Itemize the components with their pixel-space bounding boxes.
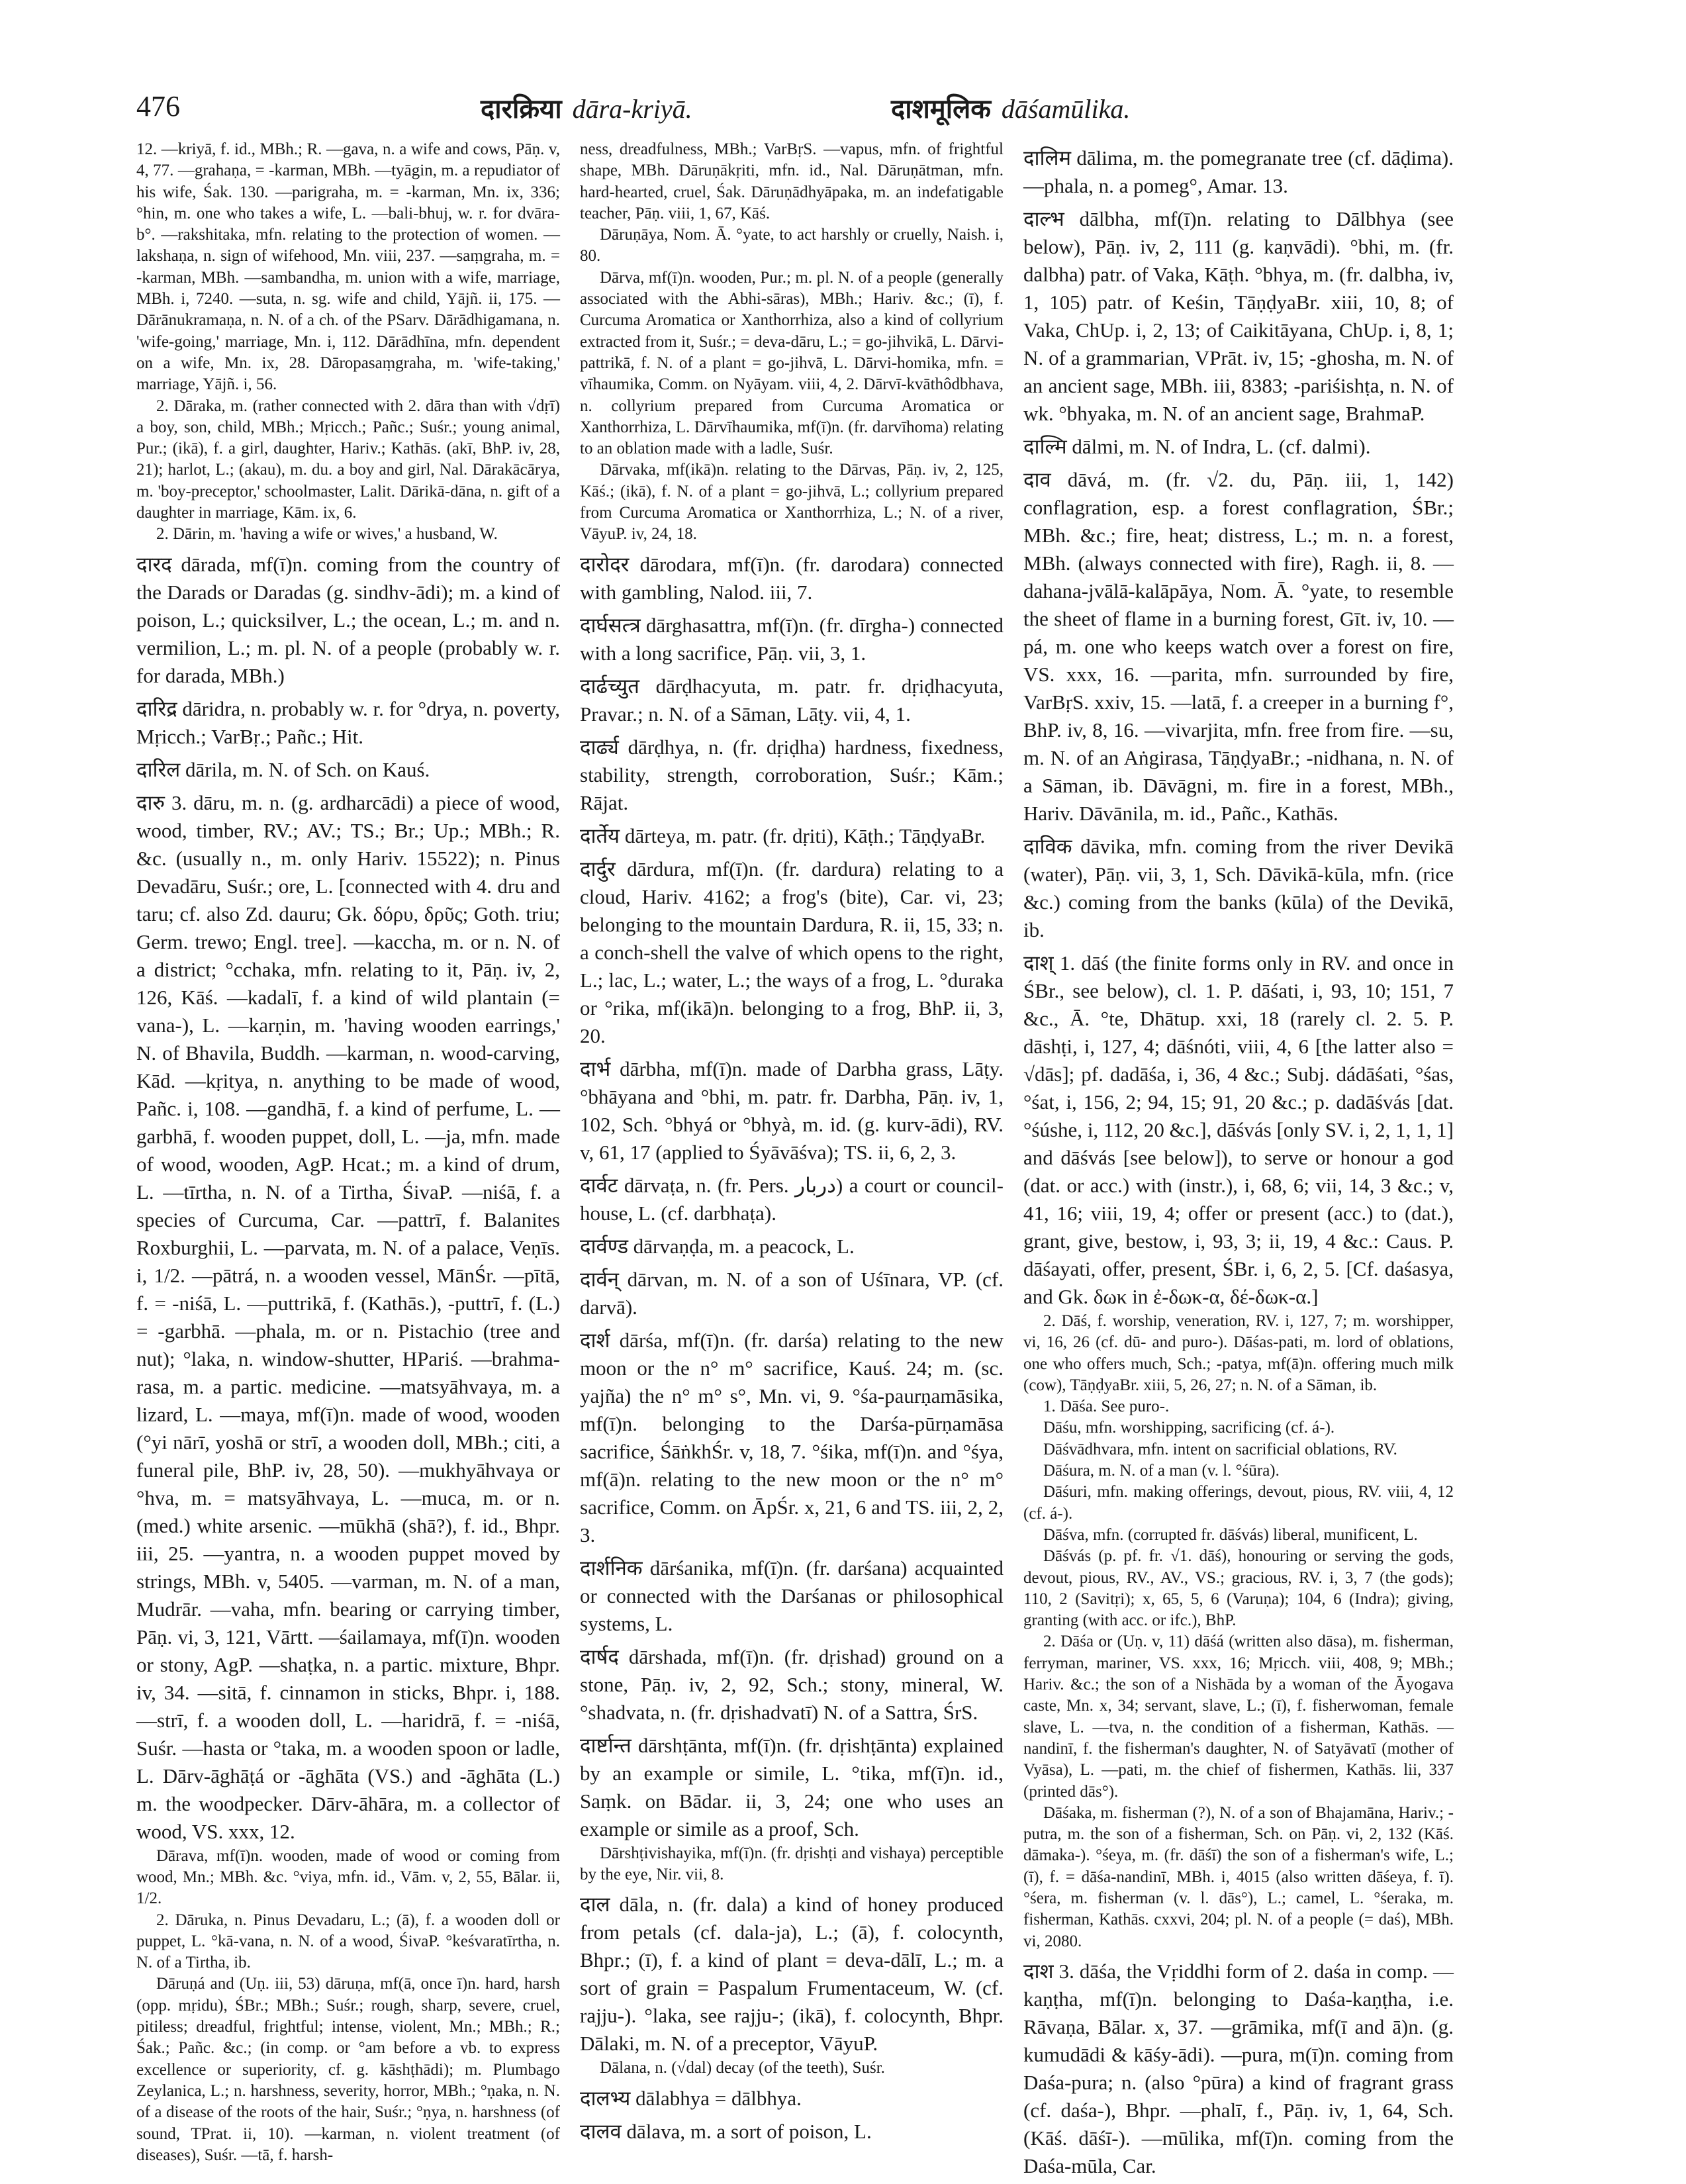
entry-darvan: दार्वन् dārvan, m. N. of a son of Uśīnara, VP. (cf. darvā).	[580, 1267, 1004, 1319]
entry-dalbha: दाल्भ dālbha, mf(ī)n. relating to Dālbhya (see below), Pāṇ. iv, 2, 111 (g. kaṇvādi). °bhi, m. (fr. dalbha) patr. of Vaka, Kāṭh. °bhya, m. (fr. dalbha, iv, 1, 105) patr. of Keśin, TāṇḍyaBr. xiii, 10, 8; of Vaka, ChUp. i, 2, 13; of Caikitāyana, ChUp. i, 8, 1; N. of a grammarian, VPrāt. iv, 15; -ghosha, m. N. of an ancient sage, MBh. iii, 8383; -pariśishṭa, n. N. of wk. °bhyaka, m. N. of an ancient sage, BrahmaP.	[1023, 207, 1454, 425]
entry-daruna: Dāruṇá and (Uṇ. iii, 53) dāruṇa, mf(ā, once ī)n. hard, harsh (opp. mṛidu), ŚBr.; MBh.; Suśr.; rough, sharp, severe, cruel, pitiless; dreadful, frightful; intense, violent, Mn.; MBh.; R.; Śak.; Pañc. &c.; (in comp. or °am before a vb. to express excellence or superiority, cf. g. kāshṭhādi); m. Plumbago Zeylanica, L.; n. harshness, severity, horror, MBh.; °ṇaka, n. N. of a disease of the roots of the hair, Suśr.; °ṇya, n. harshness (of sound, TPrat. ii, 10). —karman, n. violent treatment (of diseases), Suśr. —tā, f. harsh-	[136, 1975, 560, 2164]
right-headword-translit: dāśamūlika.	[1001, 94, 1131, 124]
entry-dava: दाव dāvá, m. (fr. √2. du, Pāṇ. iii, 1, 142) conflagration, esp. a forest conflagration, ŚBr.; MBh. &c.; fire, heat; distress, L.; m. n. a forest, MBh. (always connected with fire), Ragh. ii, 8. —dahana-jvālā-kalāpāya, Nom. Ā. °yate, to resemble the sheet of flame in a burning forest, Gīt. iv, 10. —pá, m. one who keeps watch over a forest on fire, VS. xxx, 16. —parita, mfn. surrounded by fire, VarBṛS. xxiv, 15. —latā, f. a creeper in a burning f°, BhP. iv, 8, 16. —vivarjita, mfn. free from fire. —su, m. N. of an Aṅgirasa, TāṇḍyaBr.; -nidhana, n. N. of a Sāman, ib. Dāvāgni, m. fire in a forest, MBh., Hariv. Dāvānila, m. id., Pañc., Kathās.	[1023, 468, 1454, 825]
entry-dalava: दालव dālava, m. a sort of poison, L.	[580, 2119, 872, 2143]
entry-dala: दाल dāla, n. (fr. dala) a kind of honey produced from petals (cf. dala-ja), L.; (ā), f. colocynth, Bhpr.; (ī), f. a kind of plant = deva-dālī, L.; m. a sort of grain = Paspalum Frumentaceum, W. (cf. rajju-). °laka, see rajju-; (ikā), f. colocynth, Bhpr. Dālaki, m. N. of a preceptor, VāyuP.	[580, 1893, 1004, 2056]
entry-darvata: दार्वट dārvaṭa, n. (fr. Pers. دربار) a court or council-house, L. (cf. darbhaṭa).	[580, 1173, 1004, 1225]
entry-darava: Dārava, mf(ī)n. wooden, made of wood or coming from wood, Mn.; MBh. &c. °viya, mfn. id., Vām. v, 2, 55, Bālar. ii, 1/2.	[136, 1846, 560, 1908]
entry-darsanika: दार्शनिक dārśanika, mf(ī)n. (fr. darśana) acquainted or connected with the Darśanas or philosophical systems, L.	[580, 1556, 1004, 1635]
entry-dasura: Dāśura, m. N. of a man (v. l. °śūra).	[1043, 1462, 1280, 1480]
entry-daruna-continued: ness, dreadfulness, MBh.; VarBṛS. —vapus, mfn. of frightful shape, MBh. Dāruṇākṛiti, mfn. id., Nal. Dāruṇātman, mfn. hard-hearted, cruel, Śak. Dāruṇādhyāpaka, m. an indefatigable teacher, Pāṇ. viii, 1, 67, Kāś.	[580, 140, 1004, 222]
entry-darsa: दार्श dārśa, mf(ī)n. (fr. darśa) relating to the new moon or the n° m° sacrifice, Kauś. 24; m. (sc. yajña) the n° m° s°, Mn. vi, 9. °śa-paurṇamāsika, mf(ī)n. belonging to the Darśa-pūrṇamāsa sacrifice, ŚāṅkhŚr. v, 18, 7. °śika, mf(ī)n. and °śya, mf(ā)n. relating to the new moon or the n° m° sacrifice, Comm. on ĀpŚr. x, 21, 6 and TS. iii, 2, 2, 3.	[580, 1328, 1004, 1546]
right-running-headword	[891, 89, 1130, 126]
column-2	[580, 139, 1004, 2146]
entry-dasvas: Dāśvás (p. pf. fr. √1. dāś), honouring or serving the gods, devout, pious, RV., AV., VS.; gracious, RV. i, 3, 7 (the gods); 110, 2 (Savitṛi); x, 65, 5, 6 (Varuṇa); 104, 6 (Indra); giving, granting (with acc. or ifc.), BhP.	[1023, 1547, 1454, 1630]
left-headword-devanagari: दारक्रिया	[481, 94, 562, 124]
entry-dasu: Dāśu, mfn. worshipping, sacrificing (cf. á-).	[1043, 1419, 1335, 1437]
entry-dasa-1: 1. Dāśa. See puro-.	[1043, 1398, 1170, 1416]
entry-daridra: दारिद्र dāridra, n. probably w. r. for °drya, n. poverty, Mṛicch.; VarBṛ.; Pañc.; Hit.	[136, 696, 560, 748]
entry-dalmi: दाल्मि dālmi, m. N. of Indra, L. (cf. dalmi).	[1023, 435, 1371, 458]
entry-darbha: दार्भ dārbha, mf(ī)n. made of Darbha grass, Lāṭy. °bhāyana and °bhi, m. patr. fr. Darbha, Pāṇ. iv, 1, 102, Sch. °bhyá or °bhyà, m. id. (g. kurv-ādi), RV. v, 61, 17 (applied to Śyāvāśva); TS. ii, 6, 2, 3.	[580, 1057, 1004, 1164]
entry-dara-kriya-block: 12. —kriyā, f. id., MBh.; R. —gava, n. a wife and cows, Pāṇ. v, 4, 77. —grahaṇa, = -karman, MBh. —tyāgin, m. a repudiator of his wife, Śak. 130. —parigraha, m. = -karman, Mn. ix, 336; °hin, m. one who takes a wife, L. —bali-bhuj, w. r. for dvāra-b°. —rakshitaka, mfn. relating to the protection of women. —lakshaṇa, n. sign of wifehood, Mn. viii, 237. —saṃgraha, m. = -karman, MBh. —sambandha, m. union with a wife, marriage, MBh. i, 7240. —suta, n. sg. wife and child, Yājñ. ii, 175. —Dārānukramaṇa, n. N. of a ch. of the PSarv. Dārādhigamana, n. 'wife-going,' marriage, Mn. i, 112. Dārādhīna, mfn. dependent on a wife, Mn. ix, 28. Dāropasaṃgraha, m. 'wife-taking,' marriage, Yājñ. i, 56.	[136, 140, 560, 394]
entry-dalabhya: दालभ्य dālabhya = dālbhya.	[580, 2086, 802, 2110]
column-3	[1023, 139, 1454, 2180]
right-headword-devanagari: दाशमूलिक	[891, 94, 991, 124]
entry-das-verb: दाश् 1. dāś (the finite forms only in RV. and once in ŚBr., see below), cl. 1. P. dāśati, i, 93, 10; 151, 7 &c., Ā. °te, Dhātup. xxi, 18 (rarely cl. 2. 5. P. dāshṭi, i, 127, 4; dāśnóti, viii, 4, 6 [the latter also = √dās]; pf. dadāśa, i, 36, 4 &c.; Subj. dádāśati, °śas, °śat, i, 156, 2; 94, 15; 91, 20 &c.; p. dadāśvás [dat. °śúshe, i, 112, 20 &c.], dāśvás [only SV. i, 2, 1, 1, 1] and dāśvás [see below]), to serve or honour a god (dat. or acc.) with (instr.), i, 68, 6; vii, 14, 3 &c.; v, 41, 16; viii, 19, 4; offer or present (acc.) to (dat.), grant, give, bestow, i, 93, 3; ii, 19, 4 &c.: Caus. P. dāśayati, offer, present, ŚBr. i, 6, 2, 5. [Cf. daśasya, and Gk. δωκ in ἐ-δωκ-α, δέ-δωκ-α.]	[1023, 951, 1454, 1308]
entry-darunaya: Dāruṇāya, Nom. Ā. °yate, to act harshly or cruelly, Naish. i, 80.	[580, 226, 1004, 265]
page-header	[136, 89, 1573, 136]
entry-dalana: Dālana, n. (√dal) decay (of the teeth), Suśr.	[600, 2059, 885, 2077]
entry-dasuri: Dāśuri, mfn. making offerings, devout, pious, RV. viii, 4, 12 (cf. á-).	[1023, 1483, 1454, 1523]
entry-darvaka: Dārvaka, mf(ikā)n. relating to the Dārvas, Pāṇ. iv, 2, 125, Kāś.; (ikā), f. N. of a plant = go-jihvā, L.; collyrium prepared from Curcuma Aromatica or Xanthorrhiza, L.; N. of a river, VāyuP. iv, 24, 18.	[580, 461, 1004, 544]
entry-darshtivishayika: Dārshṭivishayika, mf(ī)n. (fr. dṛishṭi and vishaya) perceptible by the eye, Nir. vii, 8.	[580, 1844, 1004, 1883]
entry-dasvadhvara: Dāśvādhvara, mfn. intent on sacrificial oblations, RV.	[1043, 1440, 1397, 1458]
entry-darila: दारिल dārila, m. N. of Sch. on Kauś.	[136, 757, 430, 781]
entry-darghasattra: दार्घसत्त्र dārghasattra, mf(ī)n. (fr. dīrgha-) connected with a long sacrifice, Pāṇ. vii, 3, 1.	[580, 613, 1004, 665]
entry-daru: दारु 3. dāru, m. n. (g. ardharcādi) a piece of wood, wood, timber, RV.; AV.; TS.; Br.; Up.; MBh.; R. &c. (usually n., m. only Hariv. 15522); n. Pinus Devadāru, Suśr.; ore, L. [connected with 4. dru and taru; cf. also Zd. dauru; Gk. δόρυ, δρῦς; Goth. triu; Germ. trewo; Engl. tree]. —kaccha, m. or n. N. of a district; °cchaka, mfn. relating to it, Pāṇ. iv, 2, 126, Kāś. —kadalī, f. a kind of wild plantain (= vana-), L. —karṇin, m. 'having wooden earrings,' N. of Bhavila, Buddh. —karman, n. wood-carving, Kād. —kṛitya, n. anything to be made of wood, Pañc. i, 108. —gandhā, f. a kind of perfume, L. —garbhā, f. wooden puppet, doll, L. —ja, mfn. made of wood, wooden, AgP. Hcat.; m. a kind of drum, L. —tīrtha, n. N. of a Tirtha, ŚivaP. —niśā, f. a species of Curcuma, Car. —pattrī, f. Balanites Roxburghii, L. —parvata, m. N. of a palace, Veṇīs. i, 1/2. —pātrá, n. a wooden vessel, MānŚr. —pītā, f. = -niśā, L. —puttrikā, f. (Kathās.), -puttrī, f. (L.) = -garbhā. —phala, m. or n. Pistachio (tree and nut); °laka, n. window-shutter, HPariś. —brahma-rasa, m. a partic. medicine. —matsyāhvaya, m. a lizard, L. —maya, mf(ī)n. made of wood, wooden (°yi nārī, yoshā or strī, a wooden doll, MBh.; citi, a funeral pile, BhP. iv, 28, 50). —mukhyāhvaya or °hva, m. = matsyāhvaya, L. —muca, m. or n. (med.) white arsenic. —mūkhā (shā?), f. id., Bhpr. iii, 25. —yantra, n. a wooden puppet moved by strings, MBh. v, 5405. —varman, m. N. of a man, Mudrār. —vaha, mfn. bearing or carrying timber, Pāṇ. vi, 3, 121, Vārtt. —śailamaya, mf(ī)n. wooden or stony, AgP. —shaṭka, n. a partic. mixture, Bhpr. iv, 34. —sitā, f. cinnamon in sticks, Bhpr. i, 188. —strī, f. a wooden doll, L. —haridrā, f. = -niśā, Suśr. —hasta or °taka, m. a wooden spoon or ladle, L. Dārv-āghāṭá or -āghāta (VS.) and -āghāta (L.) m. the woodpecker. Dārv-āhāra, m. a collector of wood, VS. xxx, 12.	[136, 790, 560, 1843]
entry-darvanda: दार्वण्ड dārvaṇḍa, m. a peacock, L.	[580, 1234, 855, 1258]
page-number: 476	[136, 90, 180, 122]
entry-dasva: Dāśva, mfn. (corrupted fr. dāśvás) liberal, munificent, L.	[1043, 1525, 1418, 1544]
left-running-headword	[481, 89, 692, 126]
entry-daraka: 2. Dāraka, m. (rather connected with 2. dāra than with √dṛī) a boy, son, child, MBh.; Mṛicch.; Pañc.; Suśr.; young animal, Pur.; (ikā), f. a girl, daughter, Hariv.; Kathās. (akī, BhP. iv, 28, 21); harlot, L.; (akau), m. du. a boy and girl, Nal. Dārakācārya, m. 'boy-preceptor,' schoolmaster, Lalit. Dārikā-dāna, n. gift of a daughter in marriage, Kām. ix, 6.	[136, 397, 560, 522]
entry-dalima: दालिम dālima, m. the pomegranate tree (cf. dāḍima). —phala, n. a pomeg°, Amar. 13.	[1023, 146, 1454, 197]
entry-darin: 2. Dārin, m. 'having a wife or wives,' a husband, W.	[156, 525, 498, 544]
left-headword-translit: dāra-kriyā.	[572, 94, 692, 124]
entry-dasa-2: 2. Dāśa or (Uṇ. v, 11) dāśá (written also dāsa), m. fisherman, ferryman, mariner, VS. xxx, 16; Mṛicch. viii, 408, 9; MBh.; Hariv. &c.; the son of a Nishāda by a woman of the Āyogava caste, Mn. x, 34; servant, slave, L.; (ī), f. fisherwoman, female slave, L. —tva, n. the condition of a fisherman, Kathās. —nandinī, f. the fisherman's daughter, N. of Satyāvatī (mother of Vyāsa), L. —pati, m. the chief of fishermen, Kathās. lii, 337 (printed dās°).	[1023, 1633, 1454, 1801]
entry-darshtanta: दार्ष्टान्त dārshṭānta, mf(ī)n. (fr. dṛishṭānta) explained by an example or simile, L. °tika, mf(ī)n. id., Saṃk. on Bādar. ii, 3, 24; one who uses an example or simile as a proof, Sch.	[580, 1733, 1004, 1840]
entry-dasaka: Dāśaka, m. fisherman (?), N. of a son of Bhajamāna, Hariv.; -putra, m. the son of a fisherman, Sch. on Pāṇ. vi, 2, 132 (Kāś. dāmaka-). °śeya, m. (fr. dāśī) the son of a fisherman's wife, L.; (ī), f. = dāśa-nandinī, MBh. i, 4015 (also written dāśeya, f. ī). °śera, m. fisherman (v. l. dās°), L.; camel, L. °śeraka, m. fisherman, Kathās. cxxvi, 204; pl. N. of a people (= daś), MBh. vi, 2080.	[1023, 1803, 1454, 1950]
entry-dardura: दार्दुर dārdura, mf(ī)n. (fr. dardura) relating to a cloud, Hariv. 4162; a frog's (bite), Car. vi, 23; belonging to the mountain Dardura, R. ii, 15, 33; n. a conch-shell the valve of which opens to the right, L.; lac, L.; water, L.; the ways of a frog, L. °duraka or °rika, mf(ikā)n. belonging to a frog, BhP. ii, 3, 20.	[580, 857, 1004, 1047]
entry-dardhacyuta: दार्ढच्युत dārḍhacyuta, m. patr. fr. dṛiḍhacyuta, Pravar.; n. N. of a Sāman, Lāṭy. vii, 4, 1.	[580, 674, 1004, 726]
entry-darshada: दार्षद dārshada, mf(ī)n. (fr. dṛishad) ground on a stone, Pāṇ. iv, 2, 92, Sch.; stony, mineral, W. °shadvata, n. (fr. dṛishadvatī) N. of a Sattra, ŚrS.	[580, 1644, 1004, 1724]
entry-daruka: 2. Dāruka, n. Pinus Devadaru, L.; (ā), f. a wooden doll or puppet, L. °kā-vana, n. N. of a wood, ŚivaP. °keśvaratīrtha, n. N. of a Tirtha, ib.	[136, 1911, 560, 1972]
entry-darva: Dārva, mf(ī)n. wooden, Pur.; m. pl. N. of a people (generally associated with the Abhi-sāras), MBh.; Hariv. &c.; (ī), f. Curcuma Aromatica or Xanthorrhiza, also a kind of collyrium extracted from it, Suśr.; = deva-dāru, L.; = go-jihvikā, L. Dārvi-pattrikā, f. N. of a plant = go-jihvā, L. Dārvi-homika, mfn. = vīhaumika, Comm. on Nyāyam. viii, 4, 2. Dārvī-kvāthôdbhava, n. collyrium prepared from Curcuma Aromatica or Xanthorrhiza, L. Dārvīhaumika, mf(ī)n. (fr. darvīhoma) relating to an oblation made with a ladle, Suśr.	[580, 268, 1004, 458]
entry-davika: दाविक dāvika, mfn. coming from the river Devikā (water), Pāṇ. vii, 3, 1, Sch. Dāvikā-kūla, mfn. (rice &c.) coming from the banks (kūla) of the Devikā, ib.	[1023, 835, 1454, 941]
entry-dardhya: दार्ढ्य dārḍhya, n. (fr. dṛiḍha) hardness, fixedness, stability, strength, corroboration, Suśr.; Kām.; Rājat.	[580, 735, 1004, 814]
entry-darodara: दारोदर dārodara, mf(ī)n. (fr. darodara) connected with gambling, Nalod. iii, 7.	[580, 552, 1004, 604]
entry-darada: दारद dārada, mf(ī)n. coming from the country of the Darads or Daradas (g. sindhv-ādi); m. a kind of poison, L.; quicksilver, L.; the ocean, L.; m. and n. vermilion, L.; m. pl. N. of a people (probably w. r. for darada, MBh.)	[136, 552, 560, 687]
column-1	[136, 139, 560, 2166]
entry-dasa-3: दाश 3. dāśa, the Vṛiddhi form of 2. daśa in comp. —kaṇṭha, mf(ī)n. belonging to Daśa-kaṇṭha, i.e. Rāvaṇa, Bālar. x, 37. —grāmika, mf(ī and ā)n. (g. kumudādi & kāśy-ādi). —pura, m(ī)n. coming from Daśa-pura; n. (also °pūra) a kind of fragrant grass (cf. daśa-), Bhpr. —phalī, f., Pāṇ. iv, 1, 64, Sch. (Kāś. dāśī-). —mūlika, mf(ī)n. coming from the Daśa-mūla, Car.	[1023, 1959, 1454, 2177]
entry-das-noun: 2. Dāś, f. worship, veneration, RV. i, 127, 7; m. worshipper, vi, 16, 26 (cf. dū- and puro-). Dāśas-pati, m. lord of oblations, one who offers much, Sch.; -patya, mf(ā)n. offering much milk (cow), TāṇḍyaBr. xiii, 5, 26, 27; n. N. of a Sāman, ib.	[1023, 1312, 1454, 1394]
entry-darteya: दार्तेय dārteya, m. patr. (fr. dṛiti), Kāṭh.; TāṇḍyaBr.	[580, 824, 986, 847]
